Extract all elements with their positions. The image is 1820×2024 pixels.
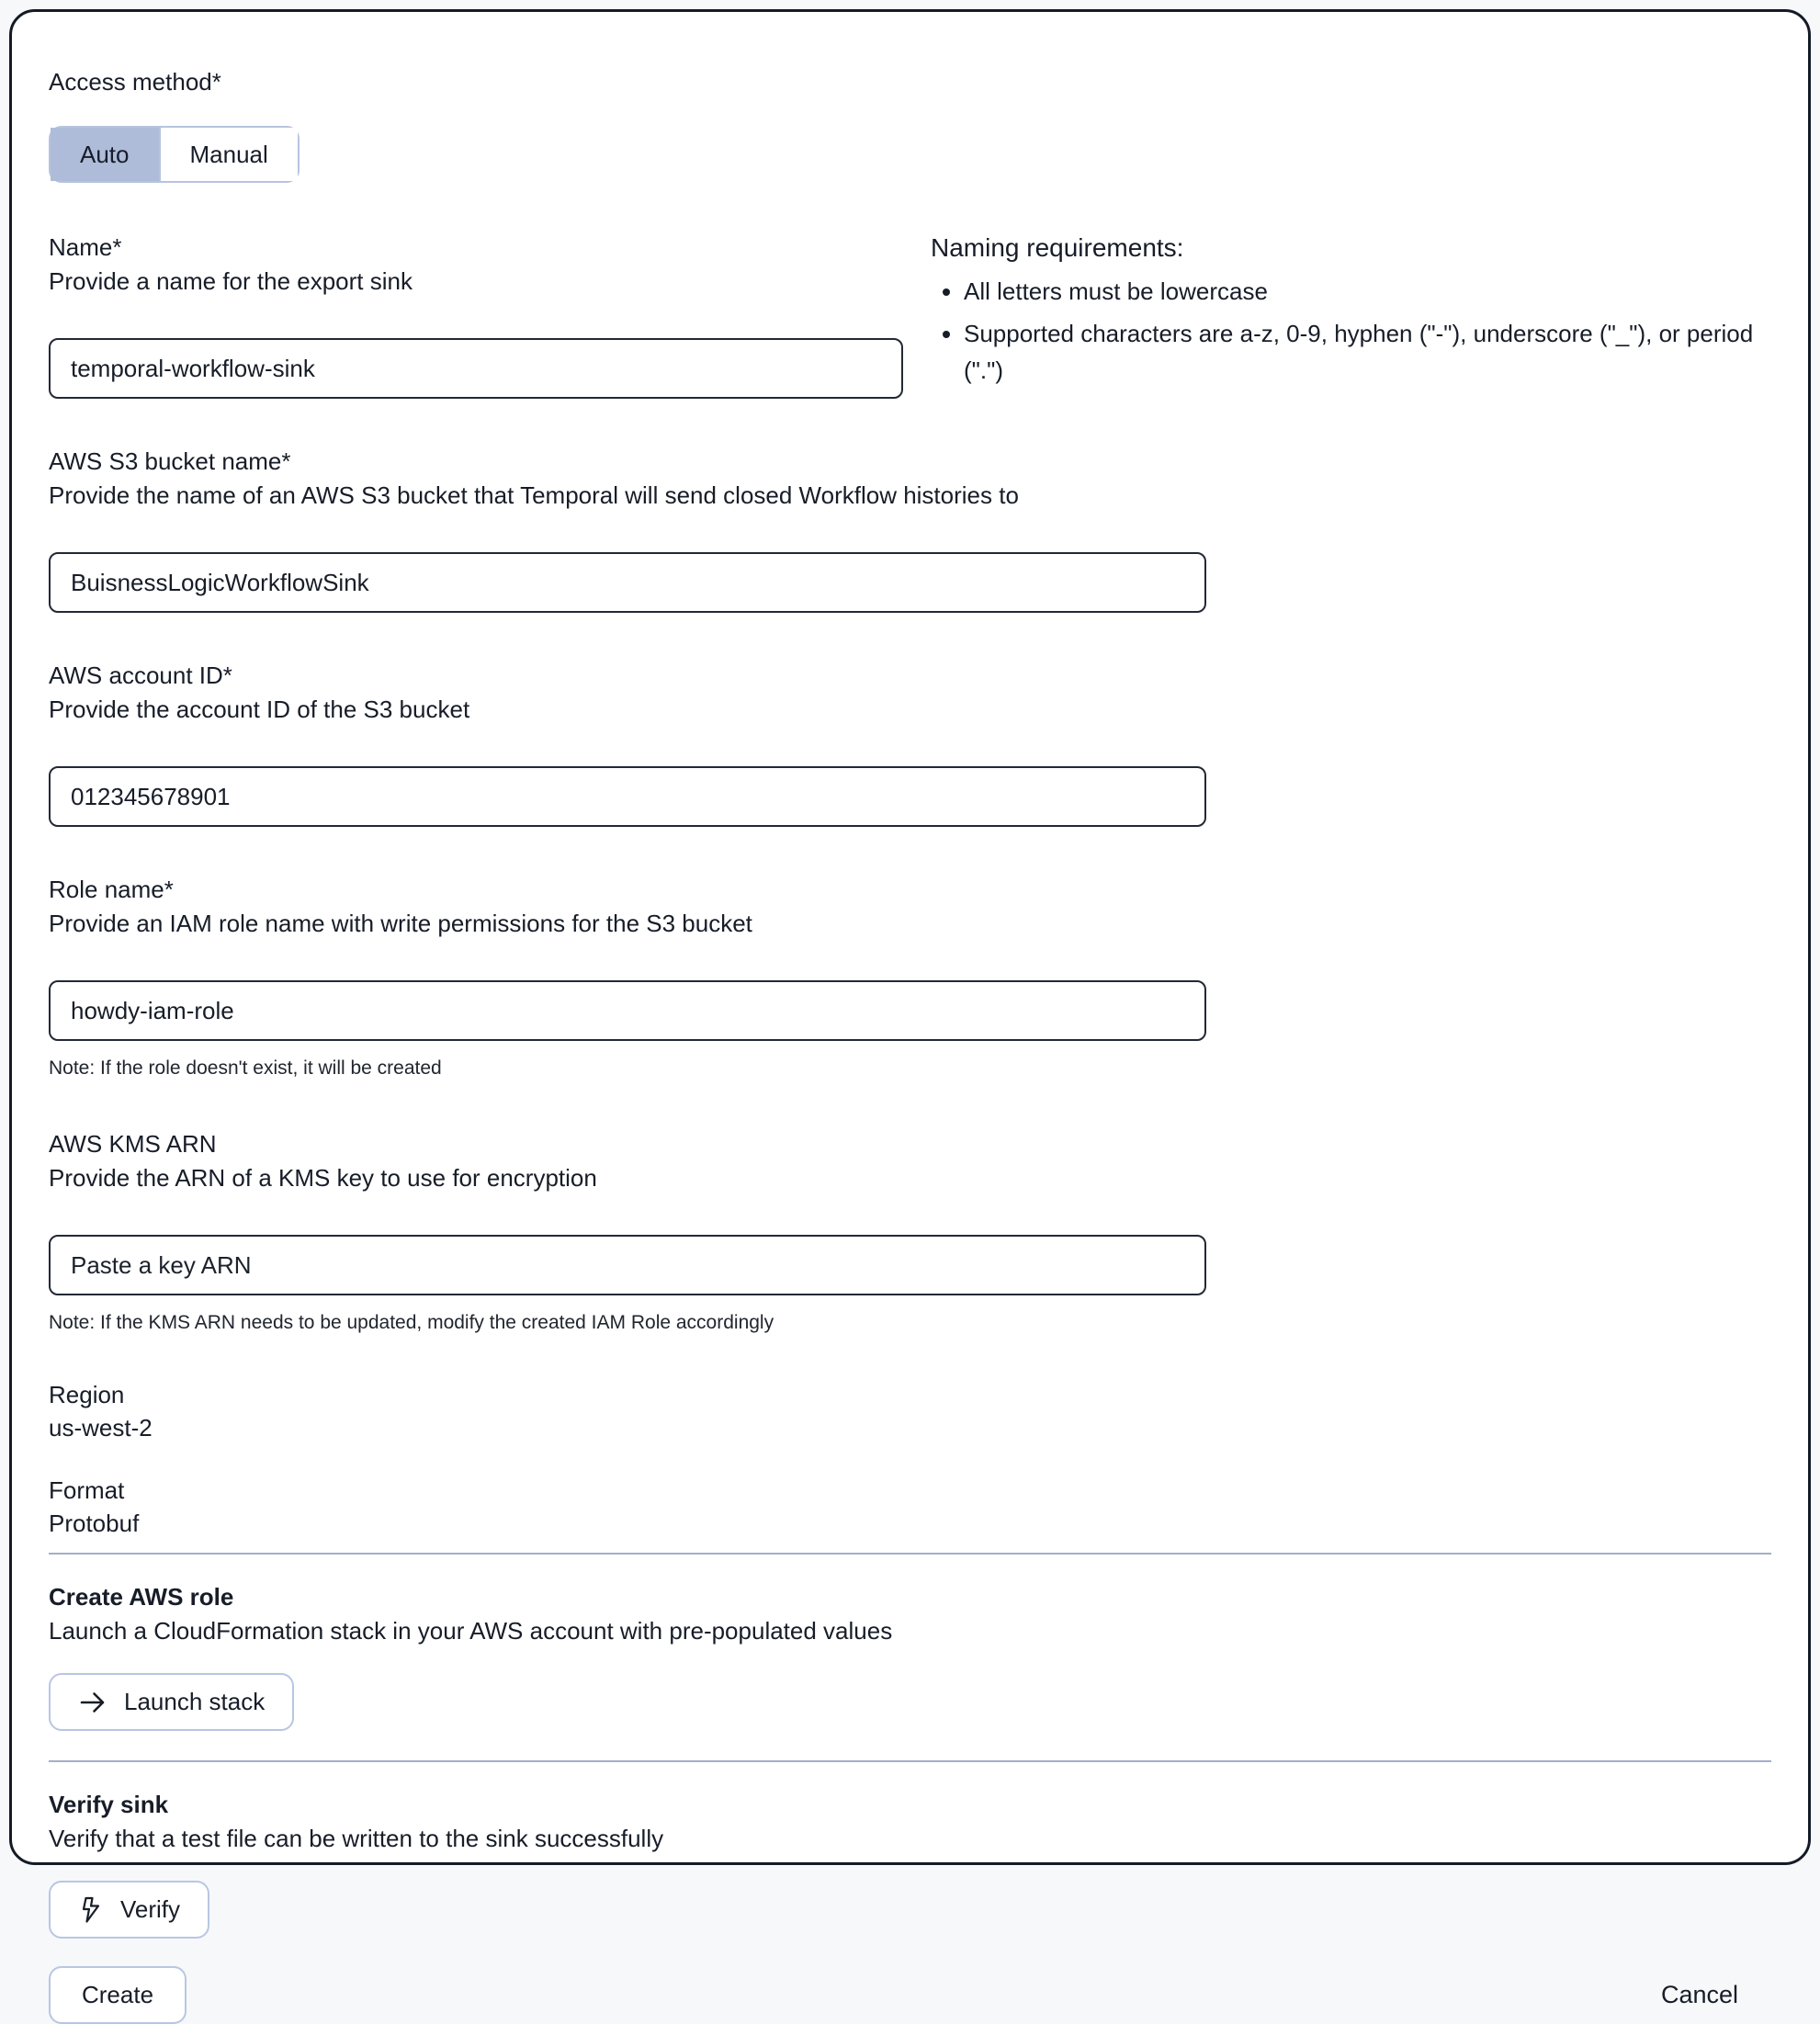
name-description: Provide a name for the export sink (49, 267, 413, 295)
role-name-note: Note: If the role doesn't exist, it will be created (49, 1057, 442, 1079)
arrow-right-icon (78, 1688, 107, 1717)
kms-arn-label: AWS KMS ARN (49, 1130, 217, 1158)
access-method-label: Access method* (49, 68, 221, 96)
naming-requirements-title: Naming requirements: (931, 233, 1184, 262)
section-divider (49, 1553, 1771, 1555)
launch-stack-button-label: Launch stack (124, 1688, 266, 1715)
format-value: Protobuf (49, 1510, 140, 1537)
export-sink-form-card (9, 9, 1811, 2008)
naming-requirement-item: • Supported characters are a-z, 0-9, hyphen ("-"), underscore ("_"), or period (".") (964, 315, 1771, 389)
bucket-input[interactable] (49, 552, 1206, 613)
name-label: Name* (49, 233, 122, 261)
create-button-label: Create (82, 1981, 154, 2008)
format-label: Format (49, 1476, 125, 1504)
naming-requirements-list (931, 273, 1771, 389)
role-name-label: Role name* (49, 876, 174, 903)
name-input[interactable] (49, 338, 903, 399)
region-value: us-west-2 (49, 1414, 153, 1442)
access-method-toggle (49, 126, 300, 183)
role-name-description: Provide an IAM role name with write permissions for the S3 bucket (49, 910, 752, 937)
kms-arn-description: Provide the ARN of a KMS key to use for encryption (49, 1164, 597, 1192)
access-method-manual-option[interactable]: Manual (159, 128, 298, 181)
bucket-description: Provide the name of an AWS S3 bucket that Temporal will send closed Workflow histories to (49, 481, 1019, 509)
region-label: Region (49, 1381, 125, 1408)
verify-button-label: Verify (120, 1895, 181, 1923)
create-aws-role-description: Launch a CloudFormation stack in your AWS account with pre-populated values (49, 1617, 893, 1645)
verify-button[interactable] (49, 1881, 209, 1939)
account-id-label: AWS account ID* (49, 661, 232, 689)
account-id-description: Provide the account ID of the S3 bucket (49, 695, 470, 723)
role-name-input[interactable] (49, 980, 1206, 1041)
access-method-auto-option[interactable]: Auto (51, 128, 159, 181)
account-id-input[interactable] (49, 766, 1206, 827)
launch-stack-button[interactable] (49, 1673, 294, 1731)
verify-sink-description: Verify that a test file can be written to the sink successfully (49, 1825, 664, 1852)
cancel-button[interactable]: Cancel (1660, 1981, 1738, 2008)
section-divider (49, 1760, 1771, 1762)
kms-arn-note: Note: If the KMS ARN needs to be updated, modify the created IAM Role accordingly (49, 1312, 774, 1333)
lightning-icon (78, 1896, 104, 1924)
create-aws-role-title: Create AWS role (49, 1583, 234, 1611)
naming-requirement-item: • All letters must be lowercase (964, 273, 1771, 310)
create-button[interactable] (49, 1966, 187, 2024)
verify-sink-title: Verify sink (49, 1791, 169, 1818)
bucket-label: AWS S3 bucket name* (49, 447, 291, 475)
kms-arn-input[interactable] (49, 1235, 1206, 1295)
